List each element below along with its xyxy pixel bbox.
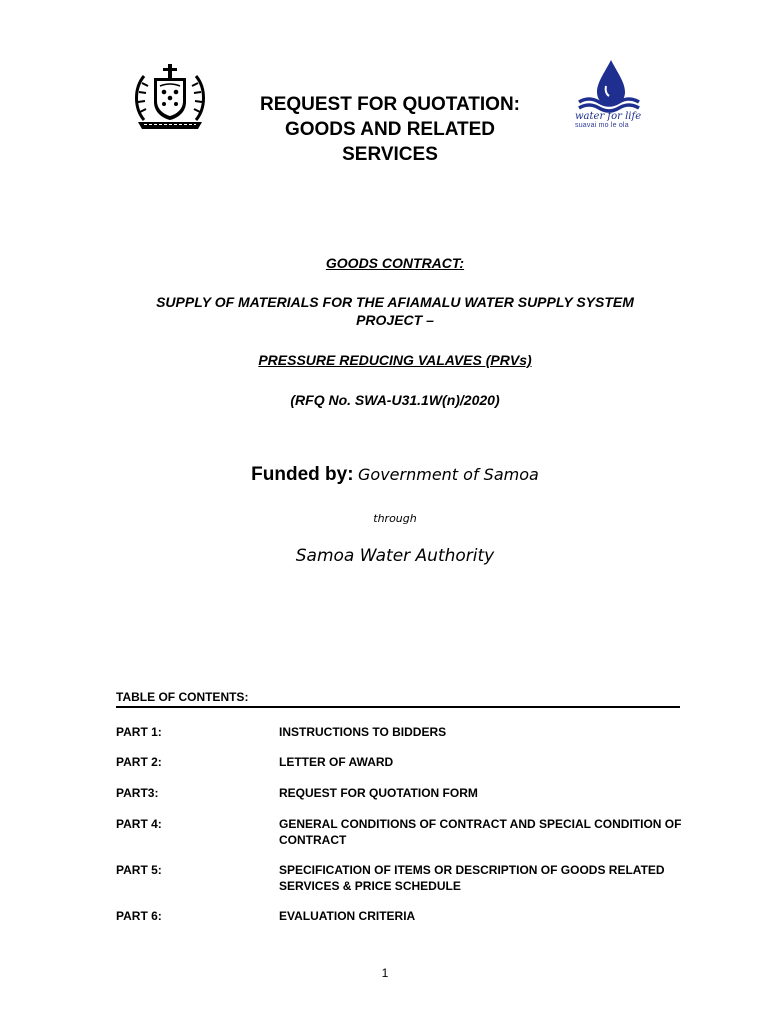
toc-part-title bbox=[279, 908, 689, 924]
supply-description bbox=[80, 293, 710, 329]
goods-contract-label: GOODS CONTRACT: bbox=[325, 255, 465, 271]
toc-part-label: PART3: bbox=[116, 786, 159, 800]
logo-tagline: water for life bbox=[575, 111, 642, 122]
toc-part-label: PART 4: bbox=[116, 817, 162, 831]
toc-title-line: GENERAL CONDITIONS OF CONTRACT AND SPECIAL CONDITION OF bbox=[279, 817, 682, 831]
toc-part-title bbox=[279, 754, 689, 770]
title-line-1: REQUEST FOR QUOTATION: bbox=[259, 94, 520, 115]
toc-title-line: SPECIFICATION OF ITEMS OR DESCRIPTION OF GOODS RELATED bbox=[279, 863, 665, 877]
funder-name: Government of Samoa bbox=[358, 465, 539, 484]
funded-by-line bbox=[80, 464, 710, 486]
toc-part-label: PART 5: bbox=[116, 863, 162, 877]
toc-part-title bbox=[279, 862, 689, 894]
authority-name: Samoa Water Authority bbox=[295, 546, 495, 566]
toc-heading: TABLE OF CONTENTS: bbox=[116, 690, 249, 704]
toc-part-label: PART 1: bbox=[116, 725, 162, 739]
item-heading: PRESSURE REDUCING VALAVES (PRVs) bbox=[258, 352, 532, 368]
toc-title-line: LETTER OF AWARD bbox=[279, 755, 394, 769]
toc-part-label: PART 6: bbox=[116, 909, 162, 923]
document-title bbox=[190, 92, 590, 167]
toc-part-title bbox=[279, 785, 689, 801]
toc-divider bbox=[116, 706, 680, 708]
funded-by-label: Funded by: bbox=[251, 464, 354, 485]
toc-part-title bbox=[279, 724, 689, 740]
toc-title-line: EVALUATION CRITERIA bbox=[279, 909, 416, 923]
toc-part-title bbox=[279, 816, 689, 848]
page-number: 1 bbox=[381, 966, 389, 980]
toc-title-line: SERVICES & PRICE SCHEDULE bbox=[279, 879, 461, 893]
toc-title-line: REQUEST FOR QUOTATION FORM bbox=[279, 786, 478, 800]
rfq-number: (RFQ No. SWA-U31.1W(n)/2020) bbox=[290, 392, 500, 408]
toc-title-line: CONTRACT bbox=[279, 833, 347, 847]
toc-part-label: PART 2: bbox=[116, 755, 162, 769]
supply-line-1: SUPPLY OF MATERIALS FOR THE AFIAMALU WATER SUPPLY SYSTEM bbox=[156, 294, 634, 310]
title-line-3: SERVICES bbox=[342, 144, 438, 165]
logo-subtagline: suavai mo le ola bbox=[575, 122, 629, 129]
toc-title-line: INSTRUCTIONS TO BIDDERS bbox=[279, 725, 447, 739]
through-text: through bbox=[373, 512, 417, 525]
title-line-2: GOODS AND RELATED bbox=[284, 119, 496, 140]
supply-line-2: PROJECT – bbox=[356, 312, 434, 328]
